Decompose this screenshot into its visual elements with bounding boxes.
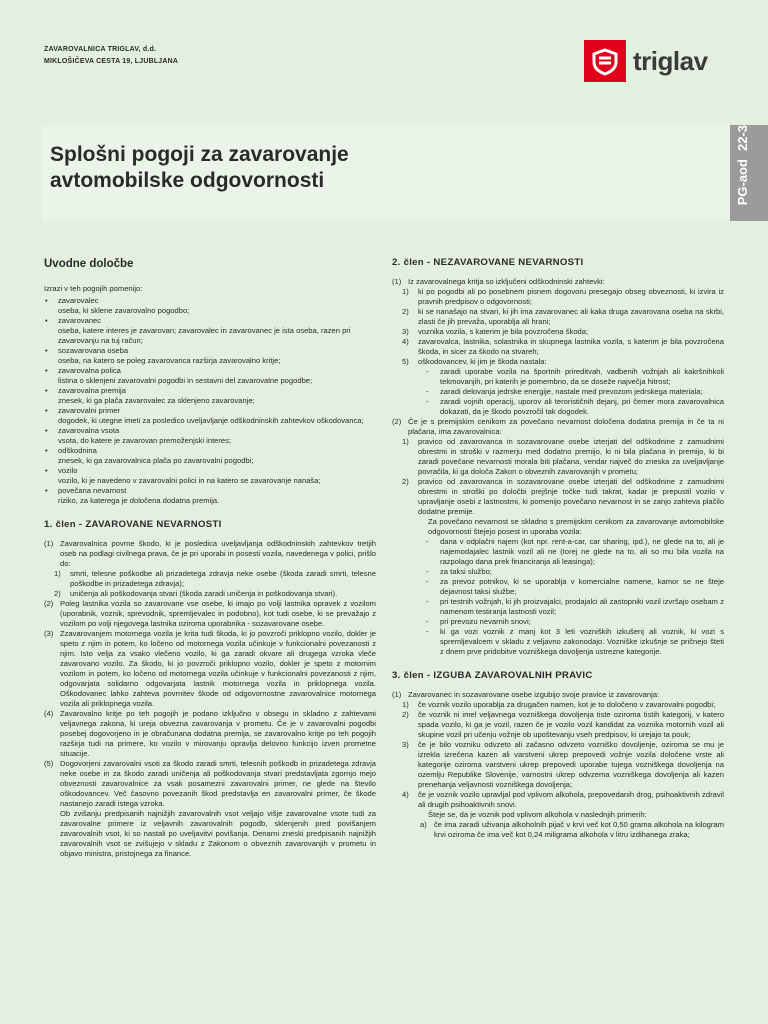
document-title: Splošni pogoji za zavarovanje avtomobilske odgovornosti: [50, 143, 349, 192]
triglav-logo-icon: [584, 40, 626, 82]
definition-desc: oseba, katere interes je zavarovan; zavarovalec in zavarovanec je ista oseba, razen pri zavarovanju na tuj račun;: [58, 326, 351, 345]
dash-text: za prevoz potnikov, ki se uporablja v komercialne namene, kamor se ne šteje dejavnost taksi službe;: [440, 577, 724, 596]
list-item: [402, 700, 724, 710]
definition-desc: vozilo, ki je navedeno v zavarovalni polici in na katero se zavarovanje nanaša;: [58, 476, 321, 485]
list-text: če ima zaradi uživanja alkoholnih pijač v krvi več kot 0,50 grama alkohola na kilogram krvi oziroma če ima več kot 0,24 miligrama alkohola v litru izdihanega zraka;: [434, 820, 724, 839]
list-item: 1) pravico od zavarovanca in sozavarovane osebe izterjati del odškodnine z zamudnimi obrestmi in stroški v razmerju med dodatno premijo, ki ni bila plačana in premijo, ki bi zaradi povečane nevarnosti morala biti plačana, vendar največ do zneska za uveljavljanje povračila, ki ga določa Zakon o obveznih zavarovanjih v prometu;: [402, 437, 724, 476]
article-3-sublist: [392, 820, 724, 840]
dash-item: [426, 617, 724, 627]
company-info: [44, 44, 178, 68]
paragraph: (1) Iz zavarovalnega kritja so izključeni odškodninski zahtevki:: [392, 277, 605, 286]
dash-marker: -: [426, 567, 429, 576]
paragraph: (2) Če je s premijskim cenikom za povečano nevarnost določena dodatna premija in če ta ni plačana, ima zavarovalnica:: [392, 417, 724, 436]
list-text: če je bilo vozniku odvzeto ali začasno odvzeto vozniško dovoljenje, oziroma se mu je izrekla izrečena kazen ali varstveni ukrep prepovedi vožnje vozila določene vrste ali kategorije oziroma varstveni ukrep prepovedi uporabe tujega vozniškega dovoljenja na ozemlju Republike Slovenije, varnostni ukrep odvzema vozniškega dovoljenja ali kazen prenehanja veljavnosti vozniškega dovoljenja;: [418, 740, 724, 789]
list-text: voznika vozila, s katerim je bila povzročena škoda;: [418, 327, 589, 336]
dash-marker: -: [426, 397, 429, 406]
list-number: 4): [402, 790, 409, 799]
list-number: 4): [402, 337, 409, 346]
definition-desc: oseba, na katero se poleg zavarovanca razširja zavarovalno kritje;: [58, 356, 281, 365]
side-tab-code: PG-aod: [735, 159, 750, 206]
definition-term: • zavarovalna premija: [44, 386, 376, 396]
list-number: a): [420, 820, 427, 829]
list-item: [402, 357, 724, 367]
list-text: če je voznik vozilo upravljal pod vplivom alkohola, prepovedanih drog, psihoaktivnih zdravil ali drugih psihoaktivnih snovi.: [418, 790, 724, 809]
list-item: [402, 710, 724, 740]
list-item: [402, 740, 724, 790]
dash-text: za taksi službo;: [440, 567, 492, 576]
list-item: 1) smrti, telesne poškodbe ali prizadetega zdravja neke osebe (škoda zaradi smrti, telesne poškodbe in prizadetega zdravja);: [54, 569, 376, 588]
dash-item: [426, 537, 724, 567]
definition-term: • zavarovalni primer: [44, 406, 376, 416]
definition-item: [44, 426, 376, 446]
article-2-heading: 2. člen - NEZAVAROVANE NEVARNOSTI: [392, 257, 584, 268]
article-1-heading: 1. člen - ZAVAROVANE NEVARNOSTI: [44, 519, 222, 530]
paragraph: (1) Zavarovalnica povrne škodo, ki je posledica uveljavljanja odškodninskih zahtevkov tretjih oseb na podlagi civilnega prava, če je pri uporabi in posesti vozila, navedenega v polici, prišlo do:: [44, 539, 376, 568]
list-item: [402, 337, 724, 357]
definition-item: [44, 366, 376, 386]
dash-text: zaradi uporabe vozila na športnih prireditvah, vadbenih vožnjah ali kakršnihkoli tekmovanjih, pri katerih je pomembno, da se doseže največja hitrost;: [440, 367, 724, 386]
dash-marker: -: [426, 387, 429, 396]
list-item: [402, 327, 724, 337]
definition-item: [44, 346, 376, 366]
list-number: 3): [402, 327, 409, 336]
dash-item: [426, 367, 724, 387]
definition-desc: listina o sklenjeni zavarovalni pogodbi in sestavni del zavarovalne pogodbe;: [58, 376, 313, 385]
list-number: 5): [402, 357, 409, 366]
definition-item: [44, 316, 376, 346]
increased-risk-list: [392, 537, 724, 657]
list-item: [420, 820, 724, 840]
triglav-logo: [584, 40, 708, 82]
dash-item: [426, 397, 724, 417]
paragraph: (3) Zzavarovanjem motornega vozila je krita tudi škoda, ki jo povzroči priklopno vozilo, dokler je speto z njim in potem, ko ločeno od motornega vozila učinkuje v funkcionalni povezanosti z njim. Isto velja za vsako vlečeno vozilo, ki ga zaradi okvare ali drugega vzroka vleče zavarovano vozilo. Za škodo, ki jo povzroči priklopno vozilo, dokler je speto z motornim vozilom in potem, ko ločeno od motornega vozila učinkuje v funkcionalni povezanosti z njim, odgovarjata solidarno odgovarjata lastnik motornega vozila in priklopnega vozila. Oškodovanec lahko zahteva povrnitev škode od odgovornostne zavarovalnice motornega vozila ali priklopnega vozila.: [44, 629, 376, 708]
definition-term: • sozavarovana oseba: [44, 346, 376, 356]
dash-marker: -: [426, 577, 429, 586]
paragraph: (4) Zavarovalno kritje po teh pogojih je podano izključno v obsegu in skladno z zahtevami veljavnega zakona, ki ureja obvezna zavarovanja v prometu. Če je v zavarovalni pogodbi posebej dogovorjeno in je obračunana dodatna premija, se zavarovalno kritje po teh pogojih razširja tudi na primere, ko vozilo v mirovanju opravlja delovno funkcijo izven prometne situacije.: [44, 709, 376, 758]
dash-text: pri testnih vožnjah, ki jih proizvajalci, prodajalci ali zastopniki vozil izvršajo osebam z namenom testiranja lastnosti vozil;: [440, 597, 724, 616]
list-text: ki se nanašajo na stvari, ki jih ima zavarovanec ali kaka druga zavarovana oseba na skrbi, zlasti če jih prevaža, uporablja ali hrani;: [418, 307, 724, 326]
definition-desc: znesek, ki ga plača zavarovalec za sklenjeno zavarovanje;: [58, 396, 255, 405]
dash-text: pri prevozu nevarnih snovi;: [440, 617, 531, 626]
dash-text: zaradi vojnih operacij, uporov ali terorističnih dejanj, pri čemer mora zavarovalnica dokazati, da je škodo povzročil tak dogodek.: [440, 397, 724, 416]
definition-item: [44, 406, 376, 426]
paragraph-continued: Za povečano nevarnost se skladno s premijskim cenikom za zavarovanje avtomobilske odgovornosti štejejo posest in uporaba vozila:: [428, 517, 724, 536]
definition-desc: vsota, do katere je zavarovan premoženjski interes;: [58, 436, 232, 445]
list-number: 2): [402, 710, 409, 719]
paragraph-continued: Šteje se, da je voznik pod vplivom alkohola v naslednjih primerih:: [428, 810, 647, 819]
dash-marker: -: [426, 617, 429, 626]
definition-desc: znesek, ki ga zavarovalnica plača po zavarovalni pogodbi;: [58, 456, 254, 465]
list-text: oškodovancev, ki jim je škoda nastala:: [418, 357, 547, 366]
dash-item: [426, 627, 724, 657]
definition-desc: oseba, ki sklene zavarovalno pogodbo;: [58, 306, 190, 315]
dash-marker: -: [426, 367, 429, 376]
list-item: [402, 287, 724, 307]
paragraph: (2) Poleg lastnika vozila so zavarovane vse osebe, ki imajo po volji lastnika opravek z vozilom (uporabnik, voznik, sprevodnik, spremljevalec in podobno), kot tudi osebe, ki se prevažajo z vozilom po volji njegovega lastnika oziroma uporabnika - sozavarovane osebe.: [44, 599, 376, 628]
list-text: ki po pogodbi ali po posebnem pisnem dogovoru presegajo obseg obveznosti, ki izvira iz pravnih predpisov o odgovornosti;: [418, 287, 724, 306]
definition-desc: dogodek, ki utegne imeti za posledico uveljavljanje odškodninskih zahtevkov oškodovanca;: [58, 416, 364, 425]
definition-item: [44, 466, 376, 486]
definition-desc: riziko, za katerega je določena dodatna premija.: [58, 496, 220, 505]
list-number: 3): [402, 740, 409, 749]
definitions-list: [44, 296, 376, 506]
list-number: 1): [402, 700, 409, 709]
dash-item: [426, 577, 724, 597]
title-box: [42, 125, 730, 221]
list-item: [402, 307, 724, 327]
article-2-dash-list: [392, 367, 724, 417]
article-3-list: [392, 700, 724, 810]
intro-text: Izrazi v teh pogojih pomenijo:: [44, 284, 143, 293]
side-tab-number: 22-3: [735, 125, 750, 152]
dash-marker: -: [426, 597, 429, 606]
definition-item: [44, 486, 376, 506]
logo-text: triglav: [633, 45, 708, 76]
list-item: 2) pravico od zavarovanca in sozavarovane osebe izterjati del odškodnine z zamudnimi obrestmi in stroški po določbi prejšnje točke tudi takrat, kadar je prepustil vozilo v upravljanje osebi z lastnostmi, ki pomenijo povečano nevarnost in se zanjo zahteva plačilo dodatne premije.: [402, 477, 724, 516]
dash-text: ki ga vozi voznik z manj kot 3 leti vozniških izkušenj ali voznik, ki vozi s spremljevalcem v skladu z veljavno zakonodajo. Vozniške izkušnje se pričnejo šteti z dnem prve pridobitve vozniškega dovoljenja ustrezne kategorije.: [440, 627, 724, 656]
list-number: 2): [402, 307, 409, 316]
definition-term: • vozilo: [44, 466, 376, 476]
dash-text: zaradi delovanja jedrske energije, nastale med prevozom jedrskega materiala;: [440, 387, 703, 396]
paragraph: (5) Dogovorjeni zavarovalni vsoti za škodo zaradi smrti, telesnih poškodb in prizadetega zdravja neke osebe in za škodo zaradi uničenja ali poškodovanja stvari predstavljata zgornjo mejo obveznosti zavarovalnice za vsak posamezni zavarovalni primer, ne glede na število oškodovancev. Več časovno povezanih škod predstavlja en zavarovalni primer, če škode nastanejo zaradi istega vzroka.: [44, 759, 376, 808]
list-item: [402, 790, 724, 810]
dash-text: dana v odplačni najem (kot npr. rent-a-car, car sharing, ipd.), ne glede na to, ali je najemodajalec lastnik vozil ali ne (torej ne glede na to, ali so mu bila vozila na razpolago dana prek financiranja ali leasinga);: [440, 537, 724, 566]
dash-item: [426, 567, 724, 577]
definition-item: [44, 386, 376, 406]
definition-term: • zavarovalec: [44, 296, 376, 306]
list-text: če voznik ni imel veljavnega vozniškega dovoljenja tiste oziroma tistih kategorij, v katero spada vozilo, ki ga je vozil, razen če je vozilo vozil kandidat za voznika motornih vozil ali skupine vozil pri učenju vožnje ob upoštevanju vseh predpisov, ki urejajo ta pouk;: [418, 710, 724, 739]
definition-term: • povečana nevarnost: [44, 486, 376, 496]
definition-item: [44, 446, 376, 466]
definition-term: • zavarovalna polica: [44, 366, 376, 376]
list-text: če voznik vozilo uporablja za drugačen namen, kot je to določeno v zavarovalni pogodbi;: [418, 700, 716, 709]
company-address: MIKLOŠIČEVA CESTA 19, LJUBLJANA: [44, 58, 179, 65]
list-number: 1): [402, 287, 409, 296]
side-tab: [730, 125, 768, 221]
right-column: [392, 256, 724, 840]
definition-term: • zavarovalna vsota: [44, 426, 376, 436]
intro-heading: Uvodne določbe: [44, 258, 134, 270]
paragraph: (1) Zavarovanec in sozavarovane osebe izgubijo svoje pravice iz zavarovanja:: [392, 690, 660, 699]
definition-item: [44, 296, 376, 316]
list-item: 2) uničenja ali poškodovanja stvari (škoda zaradi uničenja in poškodovanja stvari).: [54, 589, 338, 598]
definition-term: • odškodnina: [44, 446, 376, 456]
definition-term: • zavarovanec: [44, 316, 376, 326]
dash-marker: -: [426, 537, 429, 546]
company-name: ZAVAROVALNICA TRIGLAV, d.d.: [44, 46, 157, 53]
article-3-heading: 3. člen - IZGUBA ZAVAROVALNIH PRAVIC: [392, 670, 593, 681]
dash-item: [426, 387, 724, 397]
left-column: [44, 256, 376, 859]
dash-marker: -: [426, 627, 429, 636]
dash-item: [426, 597, 724, 617]
list-text: zavarovalca, lastnika, solastnika in skupnega lastnika vozila, s katerim je bila povzročena škoda, in sicer za škodo na stvareh;: [418, 337, 724, 356]
article-2-exclusions: [392, 287, 724, 367]
paragraph-continued: Ob zvišanju predpisanih najnižjih zavarovalnih vsot veljajo višje zavarovalne vsote tudi za zavarovalne primere iz veljavnih zavarovalnih pogodb, sklenjenih pred povišanjem zavarovalnih vsot, ki so nastali po uveljavitvi povišanja. Denarni zneski predpisanih najnižjih zavarovalnih vsot se zvišujejo v skladu z Zakonom o obveznih zavarovanjih v prometu in objavo ministra, pristojnega za finance.: [60, 809, 376, 858]
